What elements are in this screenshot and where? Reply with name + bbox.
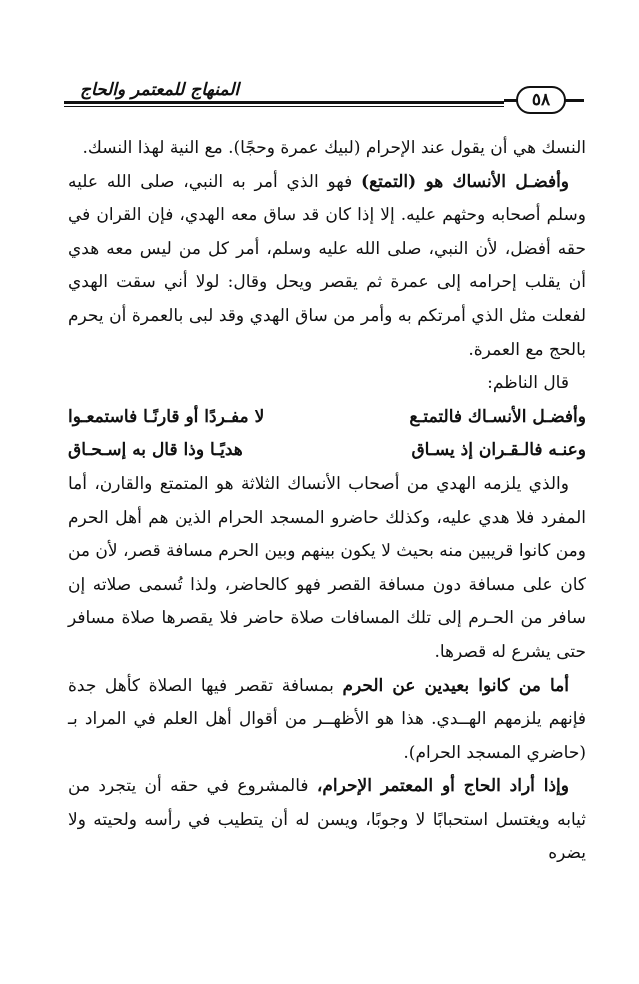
page-header xyxy=(64,80,584,120)
paragraph-2-text: فهو الذي أمر به النبي، صلى الله عليه وسلم أصحابه وحثهم عليه. إلا إذا كان قد ساق معه الهدي، فإن القران في حقه أفضل، لأن النبي، صلى الله عليه وسلم، أمر كل من ليس معه هدي أن يقلب إحرامه إلى عمرة ثم يقصر ويحل وقال: لولا أني سقت الهدي لفعلت مثل الذي أمرتكم به وأمر من ساق الهدي وقد لبى بالعمرة أن يحرم بالحج مع العمرة. xyxy=(68,171,586,360)
paragraph-4-lead: أما من كانوا بعيدين عن الحرم xyxy=(342,675,569,696)
page-number: ٥٨ xyxy=(516,86,566,114)
poem-intro xyxy=(68,367,586,401)
page-body xyxy=(68,132,586,871)
paragraph-1: النسك هي أن يقول عند الإحرام (لبيك عمرة وحجًا). مع النية لهذا النسك. xyxy=(82,138,586,158)
poem-verse-2 xyxy=(68,434,586,468)
paragraph-5 xyxy=(68,770,586,871)
poem-verse-2-second-hemistich: هديًـا وذا قال به إسـحـاق xyxy=(68,440,243,461)
poem-verse-1-second-hemistich: لا مفـردًا أو قارنًـا فاستمعـوا xyxy=(68,406,265,427)
paragraph-2-lead: وأفضـل الأنساك هو (التمتع) xyxy=(361,171,570,192)
poem xyxy=(68,401,586,468)
paragraph-5-lead: وإذا أراد الحاج أو المعتمر الإحرام، xyxy=(316,776,569,797)
page-number-ornament xyxy=(504,86,584,116)
paragraph-2 xyxy=(68,166,586,368)
paragraph-3-text: والذي يلزمه الهدي من أصحاب الأنساك الثلاثة هو المتمتع والقارن، أما المفرد فلا هدي عليه، وكذلك حاضرو المسجد الحرام الذين هم أهل الحرم ومن كانوا قريبين منه بحيث لا يكون بينهم وبين الحرم مسافة قصر، لأن من كان على مسافة دون مسافة القصر فهو كالحاضر، ولذا تُسمى صلاته إن سافر من الحـرم إلى تلك المسافات صلاة حاضر فلا يقصرها صلاة مسافر حتى يشرع له قصرها. xyxy=(67,473,586,662)
poem-verse-1-first-hemistich: وأفضـل الأنسـاك فالتمتـع xyxy=(409,406,586,427)
poem-intro-text: قال الناظم: xyxy=(487,373,569,394)
paragraph-3 xyxy=(68,468,586,670)
paragraph-4 xyxy=(68,670,586,771)
paragraph-5-text: فالمشروع في حقه أن يتجرد من ثيابه ويغتسل استحبابًا لا وجوبًا، ويسن له أن يتطيب في رأسه ولحيته ولا يضره xyxy=(68,776,586,864)
paragraph-4-text: بمسافة تقصر فيها الصلاة كأهل جدة فإنهم يلزمهم الهــدي. هذا هو الأظهــر من أقوال أهل العلم في المراد بـ (حاضري المسجد الحرام). xyxy=(68,675,586,763)
poem-verse-1 xyxy=(68,401,586,435)
poem-verse-2-first-hemistich: وعنـه فالـقـران إذ يسـاق xyxy=(411,440,586,461)
book-title: المنهاج للمعتمر والحاج xyxy=(74,80,245,100)
header-rule xyxy=(64,101,504,107)
